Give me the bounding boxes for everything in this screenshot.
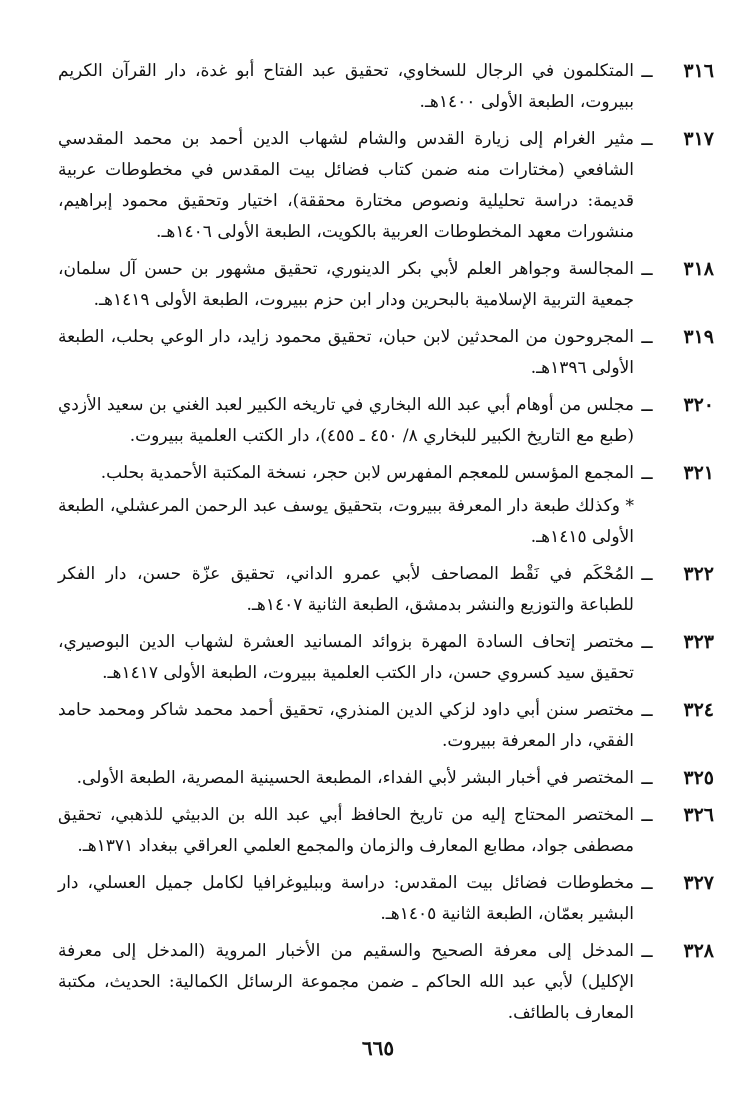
entry-number: ٣٢٧ xyxy=(683,872,714,894)
entry-text: المجالسة وجواهر العلم لأبي بكر الدينوري، تحقيق مشهور بن حسن آل سلمان، جمعية التربية الإسلامية بالبحرين ودار ابن حزم ببيروت، الطبعة الأولى ١٤١٩هـ. xyxy=(58,259,634,310)
entry-number: ٣٢٦ xyxy=(683,804,714,826)
page-number: ٦٦٥ xyxy=(361,1036,395,1060)
entry-body xyxy=(58,695,634,757)
bibliography-entry xyxy=(58,390,714,452)
bibliography-entry xyxy=(58,936,714,1029)
entry-body xyxy=(58,800,634,862)
entry-number: ٣٢٤ xyxy=(683,699,714,721)
entry-body xyxy=(58,56,634,118)
entry-dash: ــ xyxy=(641,699,653,721)
entry-note: * وكذلك طبعة دار المعرفة ببيروت، بتحقيق يوسف عبد الرحمن المرعشلي، الطبعة الأولى ١٤١٥هـ. xyxy=(58,496,634,547)
entry-text: مختصر سنن أبي داود لزكي الدين المنذري، تحقيق أحمد محمد شاكر ومحمد حامد الفقي، دار المعرفة ببيروت. xyxy=(58,700,634,751)
entry-text: مجلس من أوهام أبي عبد الله البخاري في تاريخه الكبير لعبد الغني بن سعيد الأزدي (طبع مع التاريخ الكبير للبخاري ٨/ ٤٥٠ ـ ٤٥٥)، دار الكتب العلمية ببيروت. xyxy=(58,395,634,446)
bibliography-entry xyxy=(58,800,714,862)
entry-dash: ــ xyxy=(641,767,653,789)
entry-dash: ــ xyxy=(641,462,653,484)
entry-text: مخطوطات فضائل بيت المقدس: دراسة وببليوغرافيا لكامل جميل العسلي، دار البشير بعمّان، الطبعة الثانية ١٤٠٥هـ. xyxy=(58,873,634,924)
entry-dash: ــ xyxy=(641,258,653,280)
bibliography-entry xyxy=(58,868,714,930)
entry-number: ٣١٧ xyxy=(683,128,714,150)
entry-text: المجمع المؤسس للمعجم المفهرس لابن حجر، نسخة المكتبة الأحمدية بحلب. xyxy=(100,463,634,483)
entry-text: المختصر المحتاج إليه من تاريخ الحافظ أبي عبد الله بن الدبيثي للذهبي، تحقيق مصطفى جواد، مطابع المعارف والزمان والمجمع العلمي العراقي ببغداد ١٣٧١هـ. xyxy=(58,805,634,856)
entry-dash: ــ xyxy=(641,60,653,82)
bibliography-entry xyxy=(58,124,714,248)
entry-body xyxy=(58,390,634,452)
entry-number: ٣٢٣ xyxy=(683,631,714,653)
entry-body xyxy=(58,868,634,930)
bibliography-entry xyxy=(58,322,714,384)
entry-number: ٣٢٢ xyxy=(683,563,714,585)
bibliography-entry xyxy=(58,56,714,118)
entry-dash: ــ xyxy=(641,804,653,826)
entry-body xyxy=(58,322,634,384)
bibliography-entry xyxy=(58,763,714,794)
entry-dash: ــ xyxy=(641,128,653,150)
entry-body xyxy=(58,254,634,316)
bibliography-entry xyxy=(58,458,714,553)
entry-dash: ــ xyxy=(641,940,653,962)
bibliography-entry xyxy=(58,627,714,689)
entry-number: ٣٢٠ xyxy=(683,394,714,416)
entry-body xyxy=(58,763,634,794)
bibliography-entry xyxy=(58,254,714,316)
entry-text: المدخل إلى معرفة الصحيح والسقيم من الأخبار المروية (المدخل إلى معرفة الإكليل) لأبي عبد الله الحاكم ـ ضمن مجموعة الرسائل الكمالية: الحديث، مكتبة المعارف بالطائف. xyxy=(58,941,634,1023)
entry-body xyxy=(58,559,634,621)
entry-dash: ــ xyxy=(641,872,653,894)
entry-text: المُحْكَم في نَقْط المصاحف لأبي عمرو الداني، تحقيق عزّة حسن، دار الفكر للطباعة والتوزيع والنشر بدمشق، الطبعة الثانية ١٤٠٧هـ. xyxy=(58,564,634,615)
entry-number: ٣١٩ xyxy=(683,326,714,348)
entry-text: مختصر إتحاف السادة المهرة بزوائد المسانيد العشرة لشهاب الدين البوصيري، تحقيق سيد كسروي حسن، دار الكتب العلمية ببيروت، الطبعة الأولى ١٤١٧هـ. xyxy=(58,632,634,683)
entry-number: ٣٢١ xyxy=(683,462,714,484)
entry-number: ٣١٨ xyxy=(683,258,714,280)
entry-number: ٣٢٥ xyxy=(683,767,714,789)
entry-number: ٣١٦ xyxy=(683,60,714,82)
entry-dash: ــ xyxy=(641,326,653,348)
bibliography-entry xyxy=(58,695,714,757)
entry-dash: ــ xyxy=(641,631,653,653)
entry-dash: ــ xyxy=(641,394,653,416)
entry-text: المختصر في أخبار البشر لأبي الفداء، المطبعة الحسينية المصرية، الطبعة الأولى. xyxy=(76,768,634,788)
entry-text: المتكلمون في الرجال للسخاوي، تحقيق عبد الفتاح أبو غدة، دار القرآن الكريم ببيروت، الطبعة الأولى ١٤٠٠هـ. xyxy=(58,61,634,112)
entry-body xyxy=(58,627,634,689)
entry-body xyxy=(58,936,634,1029)
entry-body xyxy=(58,458,634,553)
entry-number: ٣٢٨ xyxy=(683,940,714,962)
bibliography-entry xyxy=(58,559,714,621)
entry-dash: ــ xyxy=(641,563,653,585)
bibliography-list xyxy=(58,56,714,1029)
entry-text: المجروحون من المحدثين لابن حبان، تحقيق محمود زايد، دار الوعي بحلب، الطبعة الأولى ١٣٩٦هـ. xyxy=(58,327,634,378)
entry-body xyxy=(58,124,634,248)
entry-text: مثير الغرام إلى زيارة القدس والشام لشهاب الدين أحمد بن محمد المقدسي الشافعي (مختارات منه ضمن كتاب فضائل بيت المقدس في مخطوطات عربية قديمة: دراسة تحليلية ونصوص مختارة محققة)، اختيار وتحقيق محمود إبراهيم، منشورات معهد المخطوطات العربية بالكويت، الطبعة الأولى ١٤٠٦هـ. xyxy=(58,129,634,242)
